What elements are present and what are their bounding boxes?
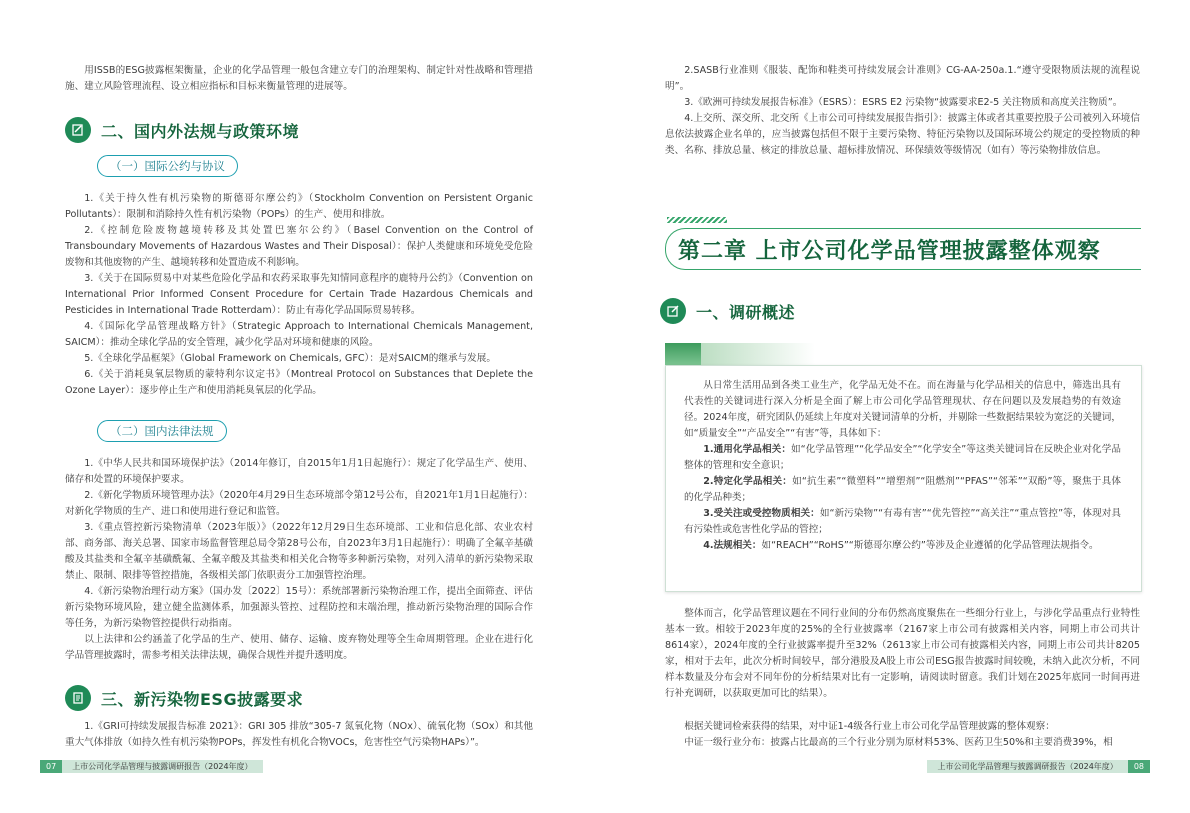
domestic-laws-list — [65, 456, 533, 664]
page-number: 07 — [40, 760, 62, 773]
subsection-title: （二）国内法律法规 — [97, 420, 227, 442]
list-item: 1.《中华人民共和国环境保护法》（2014年修订，自2015年1月1日起施行）：规定了化学品生产、使用、储存和处置的环境保护要求。 — [65, 458, 533, 485]
footer-right — [927, 760, 1150, 773]
section-title: 一、调研概述 — [696, 302, 796, 322]
list-item: 5.《全球化学品框架》（Global Framework on Chemicals, GFC）：是对SAICM的继承与发展。 — [84, 353, 496, 364]
section-3-heading — [65, 685, 303, 711]
results-paragraph: 根据关键词检索获得的结果，对中证1-4级各行业上市公司化学品管理披露的整体观察： 中证一级行业分布：披露占比最高的三个行业分别为原材料53%、医药卫生50%和主要消费39%，相 — [684, 721, 1113, 748]
survey-overview-box — [665, 365, 1142, 592]
keyword-category-2: 2.特定化学品相关：如“抗生素”“微塑料”“增塑剂”“阻燃剂”“PFAS”“邻苯”“双酚”等，聚焦于具体的化学品种类； — [684, 476, 1121, 503]
intro-paragraph: 用ISSB的ESG披露框架衡量，企业的化学品管理一般包含建立专门的治理架构、制定针对性战略和管理措施、建立风险管理流程、设立相应指标和目标来衡量管理的进展等。 — [65, 65, 533, 92]
subsection-title: （一）国际公约与协议 — [97, 155, 238, 177]
list-item: 2.《控制危险废物越境转移及其处置巴塞尔公约》（Basel Convention on the Control of Transboundary Movements of Hazardous Wastes and Their Disposal）：保护人类健康和环境免受危险废物和其他废物的产生、越境转移和处置造成不利影响。 — [65, 225, 533, 268]
list-item: 2.《新化学物质环境管理办法》（2020年4月29日生态环境部令第12号公布，自2021年1月1日起施行）：对新化学物质的生产、进口和使用进行登记和监管。 — [65, 490, 533, 517]
footer-title: 上市公司化学品管理与披露调研报告（2024年度） — [927, 760, 1127, 773]
chapter-decoration — [667, 217, 727, 223]
list-item: 4.上交所、深交所、北交所《上市公司可持续发展报告指引》：披露主体或者其重要控股子公司被列入环境信息依法披露企业名单的，应当披露包括但不限于主要污染物、特征污染物以及国际环境公约规定的受控物质的种类、名称、排放总量、核定的排放总量、超标排放情况、环保绩效等级情况（如有）等污染物排放信息。 — [665, 113, 1140, 156]
intl-conventions-list — [65, 191, 533, 399]
footer-title: 上市公司化学品管理与披露调研报告（2024年度） — [62, 760, 262, 773]
chapter-title: 第二章 上市公司化学品管理披露整体观察 — [678, 238, 1101, 264]
section-title: 三、新污染物ESG披露要求 — [101, 689, 304, 709]
keyword-category-1: 1.通用化学品相关：如“化学品管理”“化学品安全”“化学安全”等这类关键词旨在反映企业对化学品整体的管理和安全意识； — [684, 444, 1121, 471]
list-item: 4.《国际化学品管理战略方针》（Strategic Approach to International Chemicals Management, SAICM）：推动全球化学品的安全管理，减少化学品对环境和健康的风险。 — [65, 321, 533, 348]
law-icon — [65, 117, 91, 143]
summary-paragraph: 以上法律和公约涵盖了化学品的生产、使用、储存、运输、废弃物处理等全生命周期管理。企业在进行化学品管理披露时，需参考相关法律法规，确保合规性并提升透明度。 — [65, 634, 533, 661]
overall-paragraph: 整体而言，化学品管理议题在不同行业间的分布仍然高度聚焦在一些细分行业上，与涉化学品重点行业特性基本一致。相较于2023年度的25%的全行业披露率（2167家上市公司有披露相关内容，同期上市公司共计8614家），2024年度的全行业披露率提升至32%（2613家上市公司有披露相关内容，同期上市公司共计8205家，相对于去年，此次分析时间较早，部分港股及A股上市公司ESG报告披露时间较晚，未纳入此次分析，不同样本数量及分布会对不同年份的分析结果对比有一定影响，请阅读时留意。我们计划在2025年底同一时间再进行补充调研，以获取更加可比的结果）。 — [665, 608, 1140, 699]
right-page — [595, 0, 1190, 813]
list-item: 3.《欧洲可持续发展报告标准》（ESRS）：ESRS E2 污染物“披露要求E2-5 关注物质和高度关注物质”。 — [684, 97, 1123, 108]
box-intro: 从日常生活用品到各类工业生产，化学品无处不在。而在海量与化学品相关的信息中，筛选出具有代表性的关键词进行深入分析是全面了解上市公司化学品管理现状、存在问题以及发展趋势的有效途径。2024年度，研究团队仍延续上年度对关键词清单的分析，并剔除一些数据结果较为宽泛的关键词，如“质量安全”“产品安全”“有害”等，具体如下： — [684, 380, 1121, 439]
section-title: 二、国内外法规与政策环境 — [101, 121, 300, 141]
footer-left — [40, 760, 263, 773]
edit-icon — [660, 298, 686, 324]
box-content — [684, 378, 1121, 554]
keyword-category-4: 4.法规相关：如“REACH”“RoHS”“斯德哥尔摩公约”等涉及企业遵循的化学品管理法规指令。 — [703, 540, 1099, 551]
section-2-heading — [65, 117, 299, 143]
keyword-category-3: 3.受关注或受控物质相关：如“新污染物”“有毒有害”“优先管控”“高关注”“重点管控”等，体现对具有污染性或危害性化学品的管控； — [684, 508, 1121, 535]
page-number: 08 — [1128, 760, 1150, 773]
list-item: 4.《新污染物治理行动方案》（国办发〔2022〕15号）：系统部署新污染物治理工作，提出全面筛查、评估新污染物环境风险，建立健全监测体系，加强源头管控、过程防控和末端治理，推动新污染物治理的国际合作等任务，为新污染物管控提供行动指南。 — [65, 586, 533, 629]
list-item: 2.SASB行业准则《服装、配饰和鞋类可持续发展会计准则》CG-AA-250a.1.“遵守受限物质法规的流程说明”。 — [665, 65, 1140, 92]
list-item: 1.《关于持久性有机污染物的斯德哥尔摩公约》（Stockholm Convention on Persistent Organic Pollutants）：限制和消除持久性有机污染物（POPs）的生产、使用和排放。 — [65, 193, 533, 220]
document-icon — [65, 685, 91, 711]
list-item: 6.《关于消耗臭氧层物质的蒙特利尔议定书》（Montreal Protocol on Substances that Deplete the Ozone Layer）：逐步停止生产和使用消耗臭氧层的化学品。 — [65, 369, 533, 396]
list-item: 3.《关于在国际贸易中对某些危险化学品和农药采取事先知情同意程序的鹿特丹公约》（Convention on International Prior Informed Consent Procedure for Certain Trade Hazardous Chemicals and Pesticides in International Trade Rotterdam）：防止有毒化学品国际贸易转移。 — [65, 273, 533, 316]
section-1-heading — [660, 298, 795, 324]
esg-requirements-continued — [665, 63, 1140, 159]
box-tab — [665, 343, 701, 365]
chapter-banner — [665, 228, 1141, 270]
list-item: 3.《重点管控新污染物清单（2023年版）》（2022年12月29日生态环境部、工业和信息化部、农业农村部、商务部、海关总署、国家市场监督管理总局令第28号公布，自2023年3月1日起施行）：明确了全氟辛基磺酸及其盐类和全氟辛基磺酰氟、全氟辛酸及其盐类和相关化合物等多种新污染物，对列入清单的新污染物采取禁止、限制、限排等管控措施，各级相关部门依职责分工加强管控治理。 — [65, 522, 533, 581]
esg-requirement-1: 1.《GRI可持续发展报告标准 2021》：GRI 305 排放“305-7 氮氧化物（NOx）、硫氧化物（SOx）和其他重大气体排放（如持久性有机污染物POPs，挥发性有机化合物VOCs，危害性空气污染物HAPs）”。 — [65, 721, 533, 748]
